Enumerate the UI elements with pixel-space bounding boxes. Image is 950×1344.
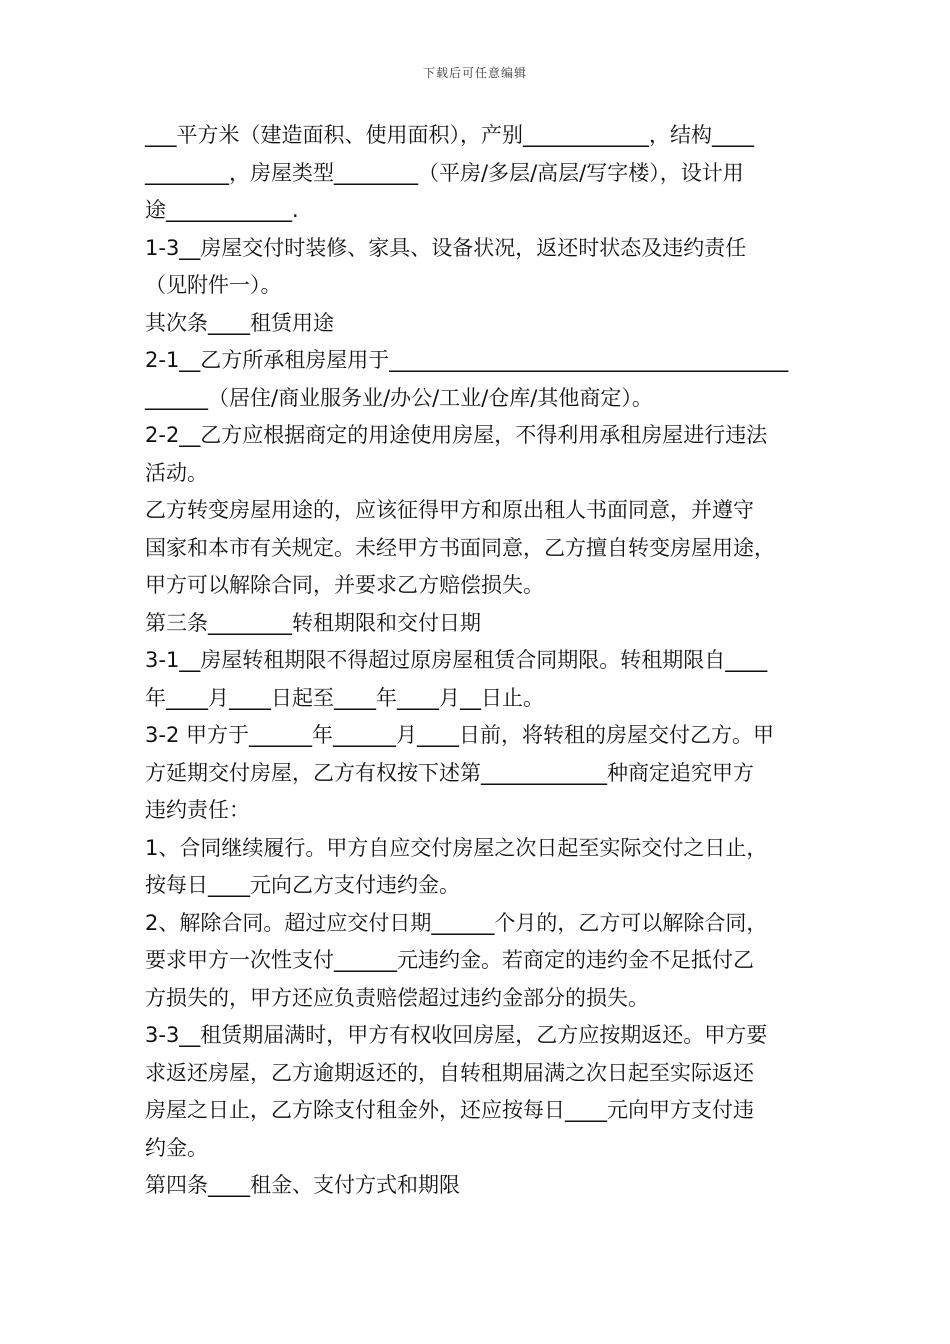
text-line: 要求甲方一次性支付______元违约金。若商定的违约金不足抵付乙 (145, 948, 754, 972)
text-line: 3-2 甲方于______年______月____日前，将转租的房屋交付乙方。甲 (145, 723, 774, 747)
text-line: 活动。 (145, 460, 208, 485)
text-line: 甲方可以解除合同，并要求乙方赔偿损失。 (145, 573, 544, 597)
text-line: 违约责任： (145, 798, 250, 822)
text-line: 房屋之日止，乙方除支付租金外，还应按每日____元向甲方支付违 (145, 1098, 754, 1122)
text-line: ___平方米（建造面积、使用面积），产别____________，结构____ (145, 123, 754, 147)
text-line: 2-1__乙方所承租房屋用于______________________________________ (145, 348, 789, 372)
section-heading: 第四条____租金、支付方式和期限 (145, 1173, 460, 1197)
text-line: 3-3__租赁期届满时，甲方有权收回房屋，乙方应按期返还。甲方要 (145, 1023, 768, 1047)
text-line: （见附件一）。 (145, 273, 282, 297)
text-line: 途____________. (145, 198, 299, 222)
text-line: 年____月____日起至____年____月__日止。 (145, 685, 544, 710)
section-heading: 其次条____租赁用途 (145, 310, 334, 335)
text-line: ________，房屋类型________（平房/多层/高层/写字楼），设计用 (145, 160, 744, 185)
section-heading: 第三条________转租期限和交付日期 (145, 610, 481, 635)
text-line: 按每日____元向乙方支付违约金。 (145, 873, 460, 897)
text-line: 方延期交付房屋，乙方有权按下述第____________种商定追究甲方 (145, 760, 754, 785)
text-line: 方损失的，甲方还应负责赔偿超过违约金部分的损失。 (145, 985, 649, 1010)
text-line: 1、合同继续履行。甲方自应交付房屋之次日起至实际交付之日止， (145, 835, 768, 860)
text-line: 3-1__房屋转租期限不得超过原房屋租赁合同期限。转租期限自____ (145, 648, 768, 672)
page-header: 下载后可任意编辑 (422, 66, 527, 80)
text-line: 乙方转变房屋用途的，应该征得甲方和原出租人书面同意，并遵守 (145, 498, 754, 522)
text-line: 约金。 (145, 1135, 208, 1160)
text-line: 2-2__乙方应根据商定的用途使用房屋，不得利用承租房屋进行违法 (145, 423, 768, 447)
text-line: 国家和本市有关规定。未经甲方书面同意，乙方擅自转变房屋用途， (145, 535, 775, 560)
text-line: 求返还房屋，乙方逾期返还的，自转租期届满之次日起至实际返还 (145, 1060, 754, 1085)
text-line: ______（居住/商业服务业/办公/工业/仓库/其他商定）。 (145, 385, 653, 410)
text-line: 1-3__房屋交付时装修、家具、设备状况，返还时状态及违约责任 (145, 235, 747, 260)
document-body (145, 117, 825, 1205)
text-line: 2、解除合同。超过应交付日期______个月的，乙方可以解除合同， (145, 910, 768, 935)
